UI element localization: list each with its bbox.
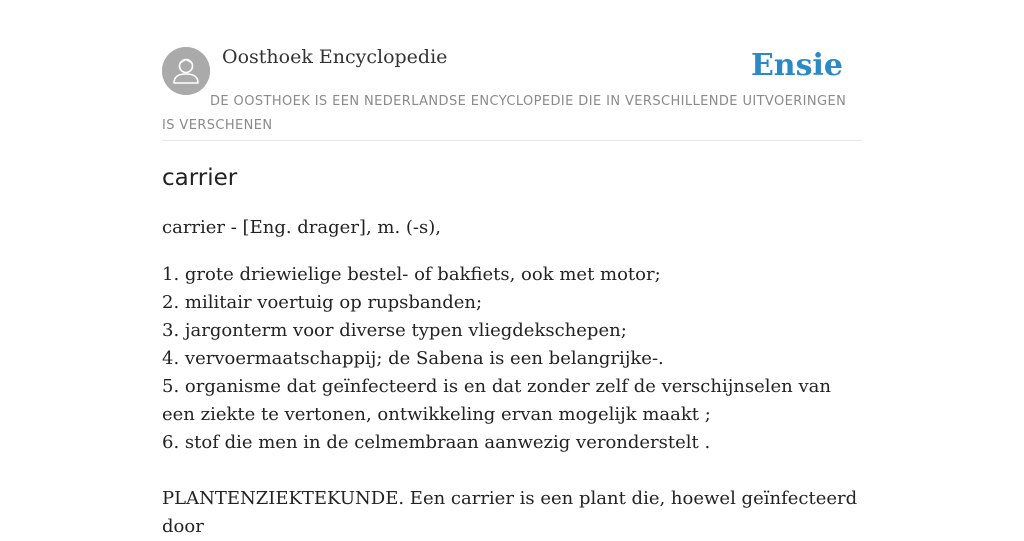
site-tagline: DE OOSTHOEK IS EEN NEDERLANDSE ENCYCLOPEDIE DIE IN VERSCHILLENDE UITVOERINGEN IS VERSCHENEN [162,94,847,133]
definition-body [162,214,862,541]
site-header [162,0,862,141]
plant-disease-paragraph: PLANTENZIEKTEKUNDE. Een carrier is een plant die, hoewel geïnfecteerd door [162,488,858,537]
sense-item: 1. grote driewielige bestel- of bakfiets, ook met motor; [162,264,661,285]
sense-item: 3. jargonterm voor diverse typen vliegdekschepen; [162,320,627,341]
sense-item: 6. stof die men in de celmembraan aanwezig veronderstelt . [162,432,711,453]
user-avatar-icon[interactable] [162,47,210,95]
sense-item: 2. militair voertuig op rupsbanden; [162,292,483,313]
site-name[interactable]: Oosthoek Encyclopedie [222,46,448,68]
sense-item: 5. organisme dat geïnfecteerd is en dat zonder zelf de verschijnselen van een ziekte te vertonen, ontwikkeling ervan mogelijk maakt ; [162,376,831,425]
definition-headline: carrier - [Eng. drager], m. (-s), [162,217,441,238]
paragraph-spacer [162,457,862,485]
brand-logo-link[interactable]: Ensie [750,48,843,83]
entry-content [162,160,862,541]
sense-item: 4. vervoermaatschappij; de Sabena is een belangrijke-. [162,348,664,369]
page-title: carrier [162,165,238,191]
avatar-figure-icon [162,47,210,95]
